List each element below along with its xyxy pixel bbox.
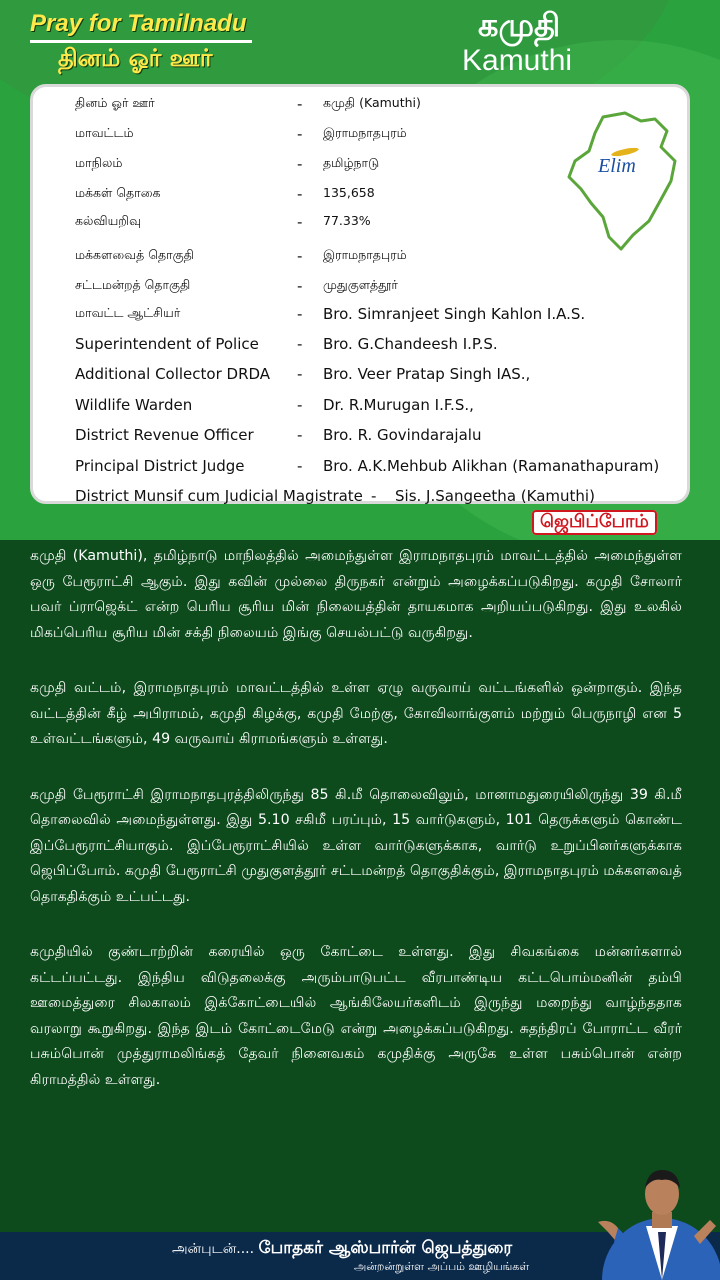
info-dash: - xyxy=(297,125,303,143)
info-value: 135,658 xyxy=(323,185,375,200)
elim-logo: Elim xyxy=(598,155,636,177)
info-dash: - xyxy=(297,247,303,265)
brand-underline xyxy=(30,40,252,43)
footer-name: போதகர் ஆஸ்பார்ன் ஜெபத்துரை xyxy=(258,1238,513,1258)
article-paragraph: கமுதி வட்டம், இராமநாதபுரம் மாவட்டத்தில் உள்ள ஏழு வருவாய் வட்டங்களில் ஒன்றாகும். இந்த வட்டத்தின் கீழ் அபிராமம், கமுதி கிழக்கு, கமுதி மேற்கு, கோவிலாங்குளம் மற்றும் பெருநாழி என 5 உள்வட்டங்களும், 49 வருவாய் கிராமங்களும் உள்ளது. xyxy=(30,680,682,747)
info-label: மாவட்ட ஆட்சியர் xyxy=(75,305,181,320)
info-label: மக்களவைத் தொகுதி xyxy=(75,247,194,262)
pray-stamp: ஜெபிப்போம் xyxy=(532,510,657,535)
info-dash: - xyxy=(297,457,303,475)
info-value: Bro. Simranjeet Singh Kahlon I.A.S. xyxy=(323,305,586,323)
article-paragraph: கமுதி (Kamuthi), தமிழ்நாடு மாநிலத்தில் அமைந்துள்ள இராமநாதபுரம் மாவட்டத்தில் அமைந்துள்ள ஒரு பேரூராட்சி ஆகும். இது கவின் முல்லை திருநகர் என்றும் அழைக்கப்படுகிறது. கமுதி சோலார் பவர் ப்ராஜெக்ட் என்ற பெரிய சூரிய மின் நிலையத்தின் தாயகமாக அறியப்படுகிறது. இது உலகில் மிகப்பெரிய சூரிய மின் சக்தி நிலையம் இங்கு செயல்பட்டு வருகிறது. xyxy=(30,548,682,641)
info-label: மக்கள் தொகை xyxy=(75,185,161,200)
article-paragraph: கமுதியில் குண்டாற்றின் கரையில் ஒரு கோட்டை உள்ளது. இது சிவகங்கை மன்னர்களால் கட்டப்பட்டது. இந்திய விடுதலைக்கு அரும்பாடுபட்ட வீரபாண்டிய கட்டபொம்மனின் தம்பி ஊமைத்துரை சிலகாலம் இக்கோட்டையில் ஆங்கிலேயர்களிடம் இருந்து மறைந்து வாழ்ந்ததாக வரலாறு கூறுகிறது. இந்த இடம் கோட்டைமேடு என்று அழைக்கப்படுகிறது. சுதந்திரப் போராட்ட வீரர் பசும்பொன் முத்துராமலிங்கத் தேவர் நினைவகம் கமுதிக்கு அருகே உள்ள பசும்பொன் என்ற கிராமத்தில் உள்ளது. xyxy=(30,944,682,1088)
info-dash: - xyxy=(297,305,303,323)
info-dash: - xyxy=(297,365,303,383)
info-dash: - xyxy=(297,95,303,113)
info-label: சட்டமன்றத் தொகுதி xyxy=(75,277,191,292)
footer-prefix: அன்புடன்.... xyxy=(172,1241,259,1257)
info-value: இராமநாதபுரம் xyxy=(323,125,407,140)
info-value: கமுதி (Kamuthi) xyxy=(323,95,421,110)
info-label: தினம் ஓர் ஊர் xyxy=(75,95,155,110)
info-label: கல்வியறிவு xyxy=(75,213,142,228)
info-label: மாவட்டம் xyxy=(75,125,134,140)
info-dash: - xyxy=(297,426,303,444)
info-dash: - xyxy=(297,277,303,295)
info-label: District Revenue Officer xyxy=(75,426,254,444)
article-paragraph: கமுதி பேரூராட்சி இராமநாதபுரத்திலிருந்து 85 கி.மீ தொலைவிலும், மானாமதுரையிலிருந்து 39 கி.மீ தொலைவில் அமைந்துள்ளது. இது 5.10 சகிமீ பரப்பும், 15 வார்டுகளும், 101 தெருக்களும் கொண்ட இப்பேரூராட்சியாகும். இப்பேரூராட்சியில் உள்ள வார்டுகளுக்காக, வார்டு உறுப்பினர்களுக்காக ஜெபிப்போம். கமுதி பேரூராட்சி முதுகுளத்தூர் சட்டமன்றத் தொகுதிக்கும், இராமநாதபுரம் மக்களவைத் தொகதிக்கும் உட்பட்டது. xyxy=(30,786,682,905)
place-name-tamil: கமுதி xyxy=(478,6,561,44)
info-label: மாநிலம் xyxy=(75,155,123,170)
info-value: Sis. J.Sangeetha (Kamuthi) xyxy=(395,487,595,505)
info-dash: - xyxy=(371,487,377,505)
info-value: Bro. A.K.Mehbub Alikhan (Ramanathapuram) xyxy=(323,457,660,475)
footer-ministry: அன்றன்றுள்ள அப்பம் ஊழியங்கள் xyxy=(354,1260,530,1273)
info-value: Dr. R.Murugan I.F.S., xyxy=(323,396,474,414)
footer-signature xyxy=(172,1238,512,1260)
info-value: Bro. G.Chandeesh I.P.S. xyxy=(323,335,498,353)
info-label: District Munsif cum Judicial Magistrate xyxy=(75,487,363,505)
info-dash: - xyxy=(297,396,303,414)
info-label: Superintendent of Police xyxy=(75,335,259,353)
info-dash: - xyxy=(297,335,303,353)
info-dash: - xyxy=(297,213,303,231)
info-value: முதுகுளத்தூர் xyxy=(323,277,398,292)
info-label: Principal District Judge xyxy=(75,457,245,475)
info-label: Wildlife Warden xyxy=(75,396,193,414)
brand-subtitle: தினம் ஓர் ஊர் xyxy=(58,44,213,72)
info-value: Bro. Veer Pratap Singh IAS., xyxy=(323,365,531,383)
article-body xyxy=(30,544,682,1123)
info-value: இராமநாதபுரம் xyxy=(323,247,407,262)
info-dash: - xyxy=(297,155,303,173)
tamilnadu-map-icon xyxy=(563,111,691,251)
info-card xyxy=(30,84,690,504)
brand-title: Pray for Tamilnadu xyxy=(30,10,247,37)
info-dash: - xyxy=(297,185,303,203)
info-value: தமிழ்நாடு xyxy=(323,155,380,170)
info-label: Additional Collector DRDA xyxy=(75,365,271,383)
place-name-english: Kamuthi xyxy=(462,44,573,77)
pastor-photo xyxy=(596,1162,720,1280)
info-value: 77.33% xyxy=(323,213,371,228)
info-value: Bro. R. Govindarajalu xyxy=(323,426,482,444)
